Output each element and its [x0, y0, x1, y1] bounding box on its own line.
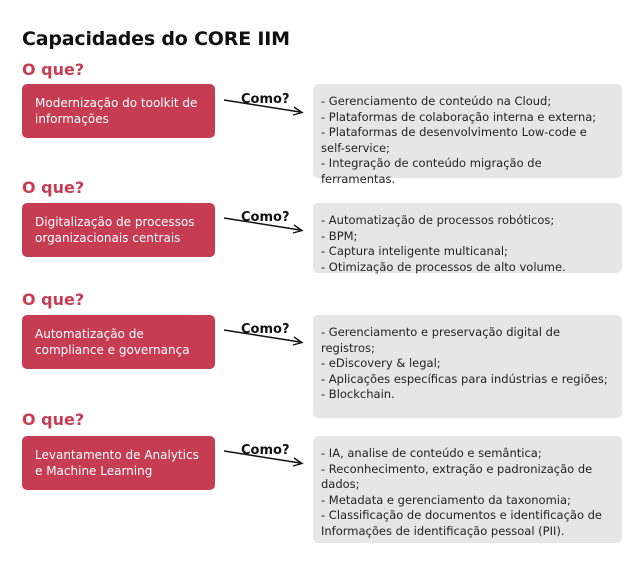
section-3-capability-label: Automatização de compliance e governança — [35, 327, 190, 357]
list-item: - Reconhecimento, extração e padronização de dados; — [321, 461, 593, 492]
section-4-how-label: Como? — [241, 443, 290, 458]
list-item: - BPM; — [321, 228, 358, 243]
section-2-capability-label: Digitalização de processos organizacionais centrais — [35, 215, 195, 245]
section-3-how-panel — [313, 315, 622, 418]
section-2-capability-box — [22, 203, 215, 257]
list-item: - Gerenciamento de conteúdo na Cloud; — [321, 94, 552, 108]
list-item: - eDiscovery & legal; — [321, 356, 441, 371]
section-3-how-label: Como? — [241, 322, 290, 337]
section-1-what-label: O que? — [22, 60, 85, 79]
list-item: - Plataformas de colaboração interna e externa; — [321, 109, 597, 124]
list-item: - Captura inteligente multicanal; — [321, 244, 508, 259]
section-1-how-label: Como? — [241, 92, 290, 107]
list-item: - Gerenciamento e preservação digital de registros; — [321, 325, 561, 355]
list-item: - IA, analise de conteúdo e semântica; — [321, 446, 542, 460]
list-item: - Classificação de documentos e identificação de Informações de identificação pessoal (PII). — [321, 508, 603, 538]
section-4-capability-label: Levantamento de Analytics e Machine Learning — [35, 448, 199, 478]
list-item: - Automatização de processos robóticos; — [321, 213, 555, 227]
section-1-arrow-icon — [222, 96, 312, 120]
list-item: - Plataformas de desenvolvimento Low-code e self-service; — [321, 125, 587, 155]
section-4-how-panel — [313, 436, 622, 543]
list-item: - Blockchain. — [321, 387, 395, 402]
list-item: - Aplicações específicas para indústrias e regiões; — [321, 371, 608, 386]
list-item: - Metadata e gerenciamento da taxonomia; — [321, 492, 571, 507]
page-title: Capacidades do CORE IIM — [22, 28, 290, 50]
section-1-capability-label: Modernização do toolkit de informações — [35, 96, 198, 126]
section-3-what-label: O que? — [22, 290, 85, 309]
section-1-how-panel — [313, 84, 622, 186]
section-3-arrow-icon — [222, 326, 312, 350]
section-2-arrow-icon — [222, 214, 312, 238]
section-4-what-label: O que? — [22, 410, 85, 429]
list-item: - Otimização de processos de alto volume. — [321, 259, 566, 274]
section-2-how-panel — [313, 203, 622, 273]
section-2-what-label: O que? — [22, 178, 85, 197]
list-item: - Integração de conteúdo migração de ferramentas. — [321, 156, 542, 186]
section-1-capability-box — [22, 84, 215, 138]
section-4-arrow-icon — [222, 447, 312, 471]
section-4-capability-box — [22, 436, 215, 490]
section-3-capability-box — [22, 315, 215, 369]
section-2-how-label: Como? — [241, 210, 290, 225]
